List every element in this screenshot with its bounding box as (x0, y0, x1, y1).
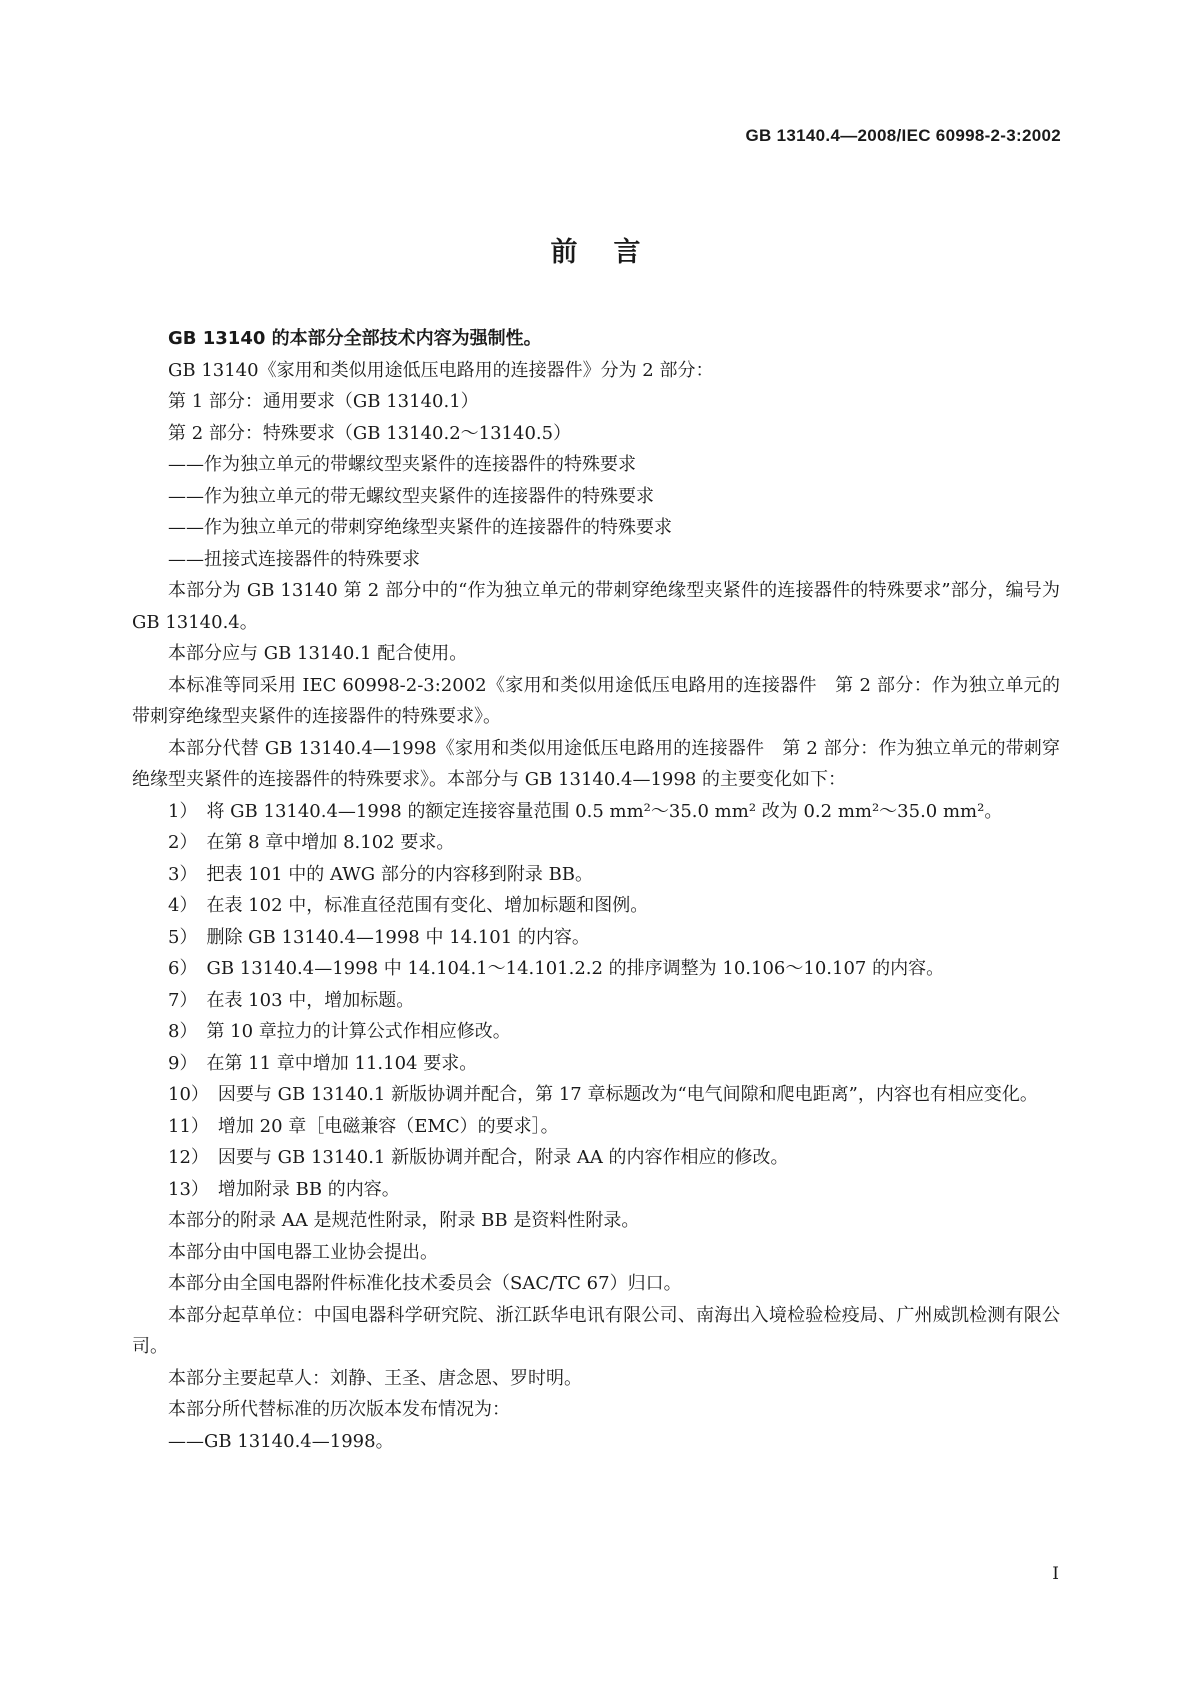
change-list-item: 10） 因要与 GB 13140.1 新版协调并配合，第 17 章标题改为“电气间隙和爬电距离”，内容也有相应变化。 (168, 1084, 1038, 1105)
dash-item: ——扭接式连接器件的特殊要求 (168, 548, 420, 570)
change-list-item: 1） 将 GB 13140.4—1998 的额定连接容量范围 0.5 mm²～35.0 mm² 改为 0.2 mm²～35.0 mm²。 (168, 800, 1003, 822)
dash-item: ——作为独立单元的带无螺纹型夹紧件的连接器件的特殊要求 (168, 485, 654, 507)
change-list-item: 9） 在第 11 章中增加 11.104 要求。 (168, 1052, 478, 1074)
change-list-item: 5） 删除 GB 13140.4—1998 中 14.101 的内容。 (168, 926, 590, 948)
paragraph: 本部分代替 GB 13140.4—1998《家用和类似用途低压电路用的连接器件 第 2 部分：作为独立单元的带刺穿绝缘型夹紧件的连接器件的特殊要求》。本部分与 GB 13140.4—1998 的主要变化如下： (132, 737, 1060, 790)
dash-item: ——作为独立单元的带螺纹型夹紧件的连接器件的特殊要求 (168, 454, 636, 475)
paragraph: 本部分应与 GB 13140.1 配合使用。 (168, 643, 468, 664)
dash-item: ——GB 13140.4—1998。 (168, 1430, 394, 1452)
change-list-item: 7） 在表 103 中，增加标题。 (168, 989, 415, 1011)
paragraph: 本部分由中国电器工业协会提出。 (168, 1241, 438, 1263)
change-list-item: 6） GB 13140.4—1998 中 14.104.1～14.101.2.2 的排序调整为 10.106～10.107 的内容。 (168, 958, 945, 979)
dash-item: ——作为独立单元的带刺穿绝缘型夹紧件的连接器件的特殊要求 (168, 517, 672, 538)
page-title: 前言 (550, 237, 677, 268)
change-list-item: 13） 增加附录 BB 的内容。 (168, 1178, 400, 1200)
paragraph: 本部分由全国电器附件标准化技术委员会（SAC/TC 67）归口。 (168, 1273, 682, 1294)
paragraph: 本部分主要起草人：刘静、王圣、唐念恩、罗时明。 (168, 1367, 582, 1389)
standard-code-header: GB 13140.4—2008/IEC 60998-2-3:2002 (745, 126, 1061, 145)
paragraph: 本标准等同采用 IEC 60998-2-3:2002《家用和类似用途低压电路用的连接器件 第 2 部分：作为独立单元的带刺穿绝缘型夹紧件的连接器件的特殊要求》。 (132, 674, 1060, 727)
paragraph: 本部分所代替标准的历次版本发布情况为： (168, 1399, 510, 1420)
paragraph: 本部分起草单位：中国电器科学研究院、浙江跃华电讯有限公司、南海出入境检验检疫局、广州威凯检测有限公司。 (132, 1304, 1060, 1357)
change-list-item: 4） 在表 102 中，标准直径范围有变化、增加标题和图例。 (168, 895, 649, 916)
change-list-item: 3） 把表 101 中的 AWG 部分的内容移到附录 BB。 (168, 863, 594, 885)
page-number: I (1052, 1564, 1059, 1584)
change-list-item: 12） 因要与 GB 13140.1 新版协调并配合，附录 AA 的内容作相应的修改。 (168, 1147, 789, 1168)
paragraph: 本部分的附录 AA 是规范性附录，附录 BB 是资料性附录。 (168, 1210, 640, 1231)
paragraph: 本部分为 GB 13140 第 2 部分中的“作为独立单元的带刺穿绝缘型夹紧件的连接器件的特殊要求”部分，编号为 GB 13140.4。 (132, 580, 1060, 633)
change-list-item: 8） 第 10 章拉力的计算公式作相应修改。 (168, 1021, 511, 1042)
mandatory-statement: GB 13140 的本部分全部技术内容为强制性。 (168, 328, 542, 349)
change-list-item: 11） 增加 20 章［电磁兼容（EMC）的要求］。 (168, 1115, 559, 1137)
document-body (132, 323, 1060, 1457)
paragraph: 第 1 部分：通用要求（GB 13140.1） (168, 391, 479, 412)
paragraph: 第 2 部分：特殊要求（GB 13140.2～13140.5） (168, 422, 572, 444)
paragraph: GB 13140《家用和类似用途低压电路用的连接器件》分为 2 部分： (168, 359, 714, 381)
change-list-item: 2） 在第 8 章中增加 8.102 要求。 (168, 832, 455, 853)
